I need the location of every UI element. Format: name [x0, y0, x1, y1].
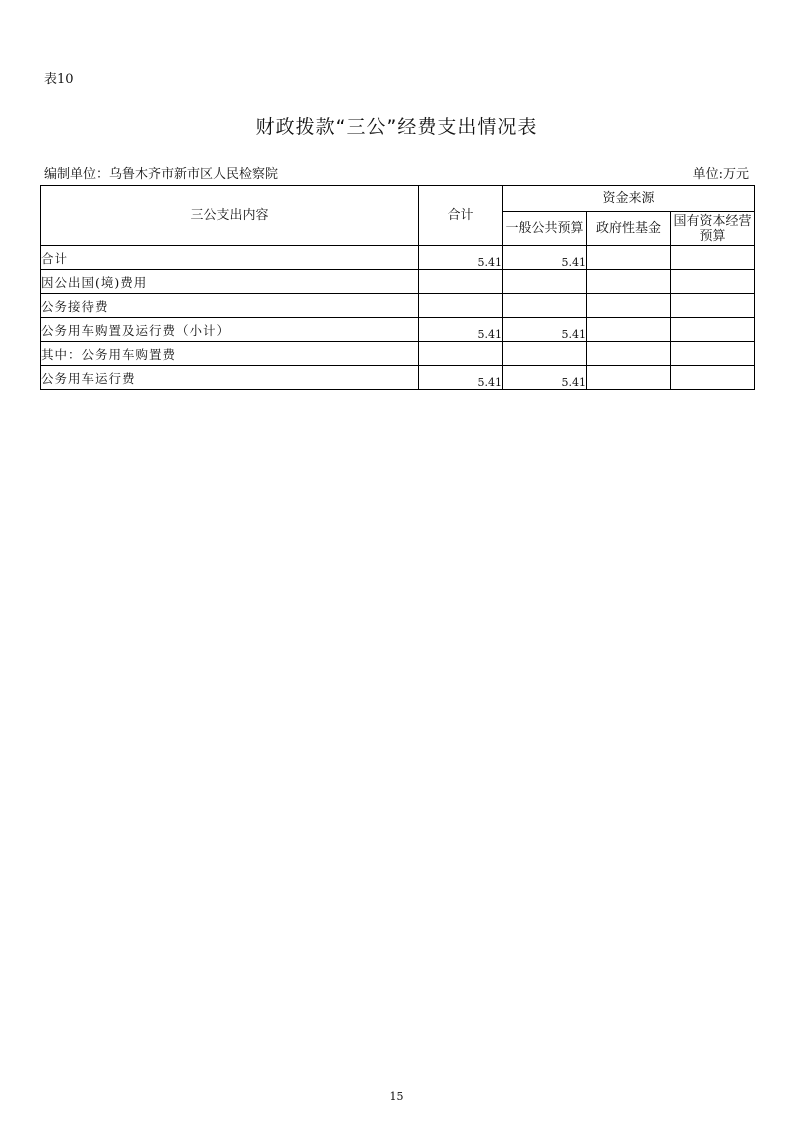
cell-state-capital	[671, 246, 755, 270]
header-content: 三公支出内容	[41, 186, 419, 246]
table-number: 表10	[44, 72, 74, 87]
cell-government-fund	[587, 270, 671, 294]
cell-government-fund	[587, 246, 671, 270]
compiler-unit: 编制单位：乌鲁木齐市新市区人民检察院	[44, 167, 279, 182]
row-label: 其中：公务用车购置费	[41, 342, 419, 366]
header-state-capital: 国有资本经营预算	[671, 212, 755, 246]
row-label: 公务用车购置及运行费（小计）	[41, 318, 419, 342]
cell-general-budget	[503, 342, 587, 366]
cell-total	[419, 342, 503, 366]
cell-state-capital	[671, 366, 755, 390]
cell-state-capital	[671, 342, 755, 366]
cell-total	[419, 270, 503, 294]
expenditure-table	[40, 185, 755, 390]
cell-government-fund	[587, 342, 671, 366]
page-number: 15	[389, 1090, 404, 1103]
document-title: 财政拨款“三公”经费支出情况表	[255, 116, 538, 138]
cell-government-fund	[587, 294, 671, 318]
cell-general-budget	[503, 294, 587, 318]
cell-total: 5.41	[419, 246, 503, 270]
row-label: 合计	[41, 246, 419, 270]
cell-state-capital	[671, 270, 755, 294]
header-government-fund: 政府性基金	[587, 212, 671, 246]
currency-unit: 单位:万元	[692, 167, 749, 182]
header-total: 合计	[419, 186, 503, 246]
table-row	[41, 318, 755, 342]
cell-general-budget: 5.41	[503, 318, 587, 342]
table-row	[41, 270, 755, 294]
header-funding-source: 资金来源	[503, 186, 755, 212]
cell-general-budget: 5.41	[503, 246, 587, 270]
cell-state-capital	[671, 294, 755, 318]
table-row	[41, 294, 755, 318]
cell-total	[419, 294, 503, 318]
cell-general-budget	[503, 270, 587, 294]
cell-government-fund	[587, 366, 671, 390]
table-row	[41, 366, 755, 390]
row-label: 因公出国(境)费用	[41, 270, 419, 294]
cell-total: 5.41	[419, 366, 503, 390]
cell-state-capital	[671, 318, 755, 342]
row-label: 公务接待费	[41, 294, 419, 318]
row-label: 公务用车运行费	[41, 366, 419, 390]
cell-general-budget: 5.41	[503, 366, 587, 390]
cell-total: 5.41	[419, 318, 503, 342]
table-row	[41, 246, 755, 270]
cell-government-fund	[587, 318, 671, 342]
table-row	[41, 342, 755, 366]
header-general-budget: 一般公共预算	[503, 212, 587, 246]
